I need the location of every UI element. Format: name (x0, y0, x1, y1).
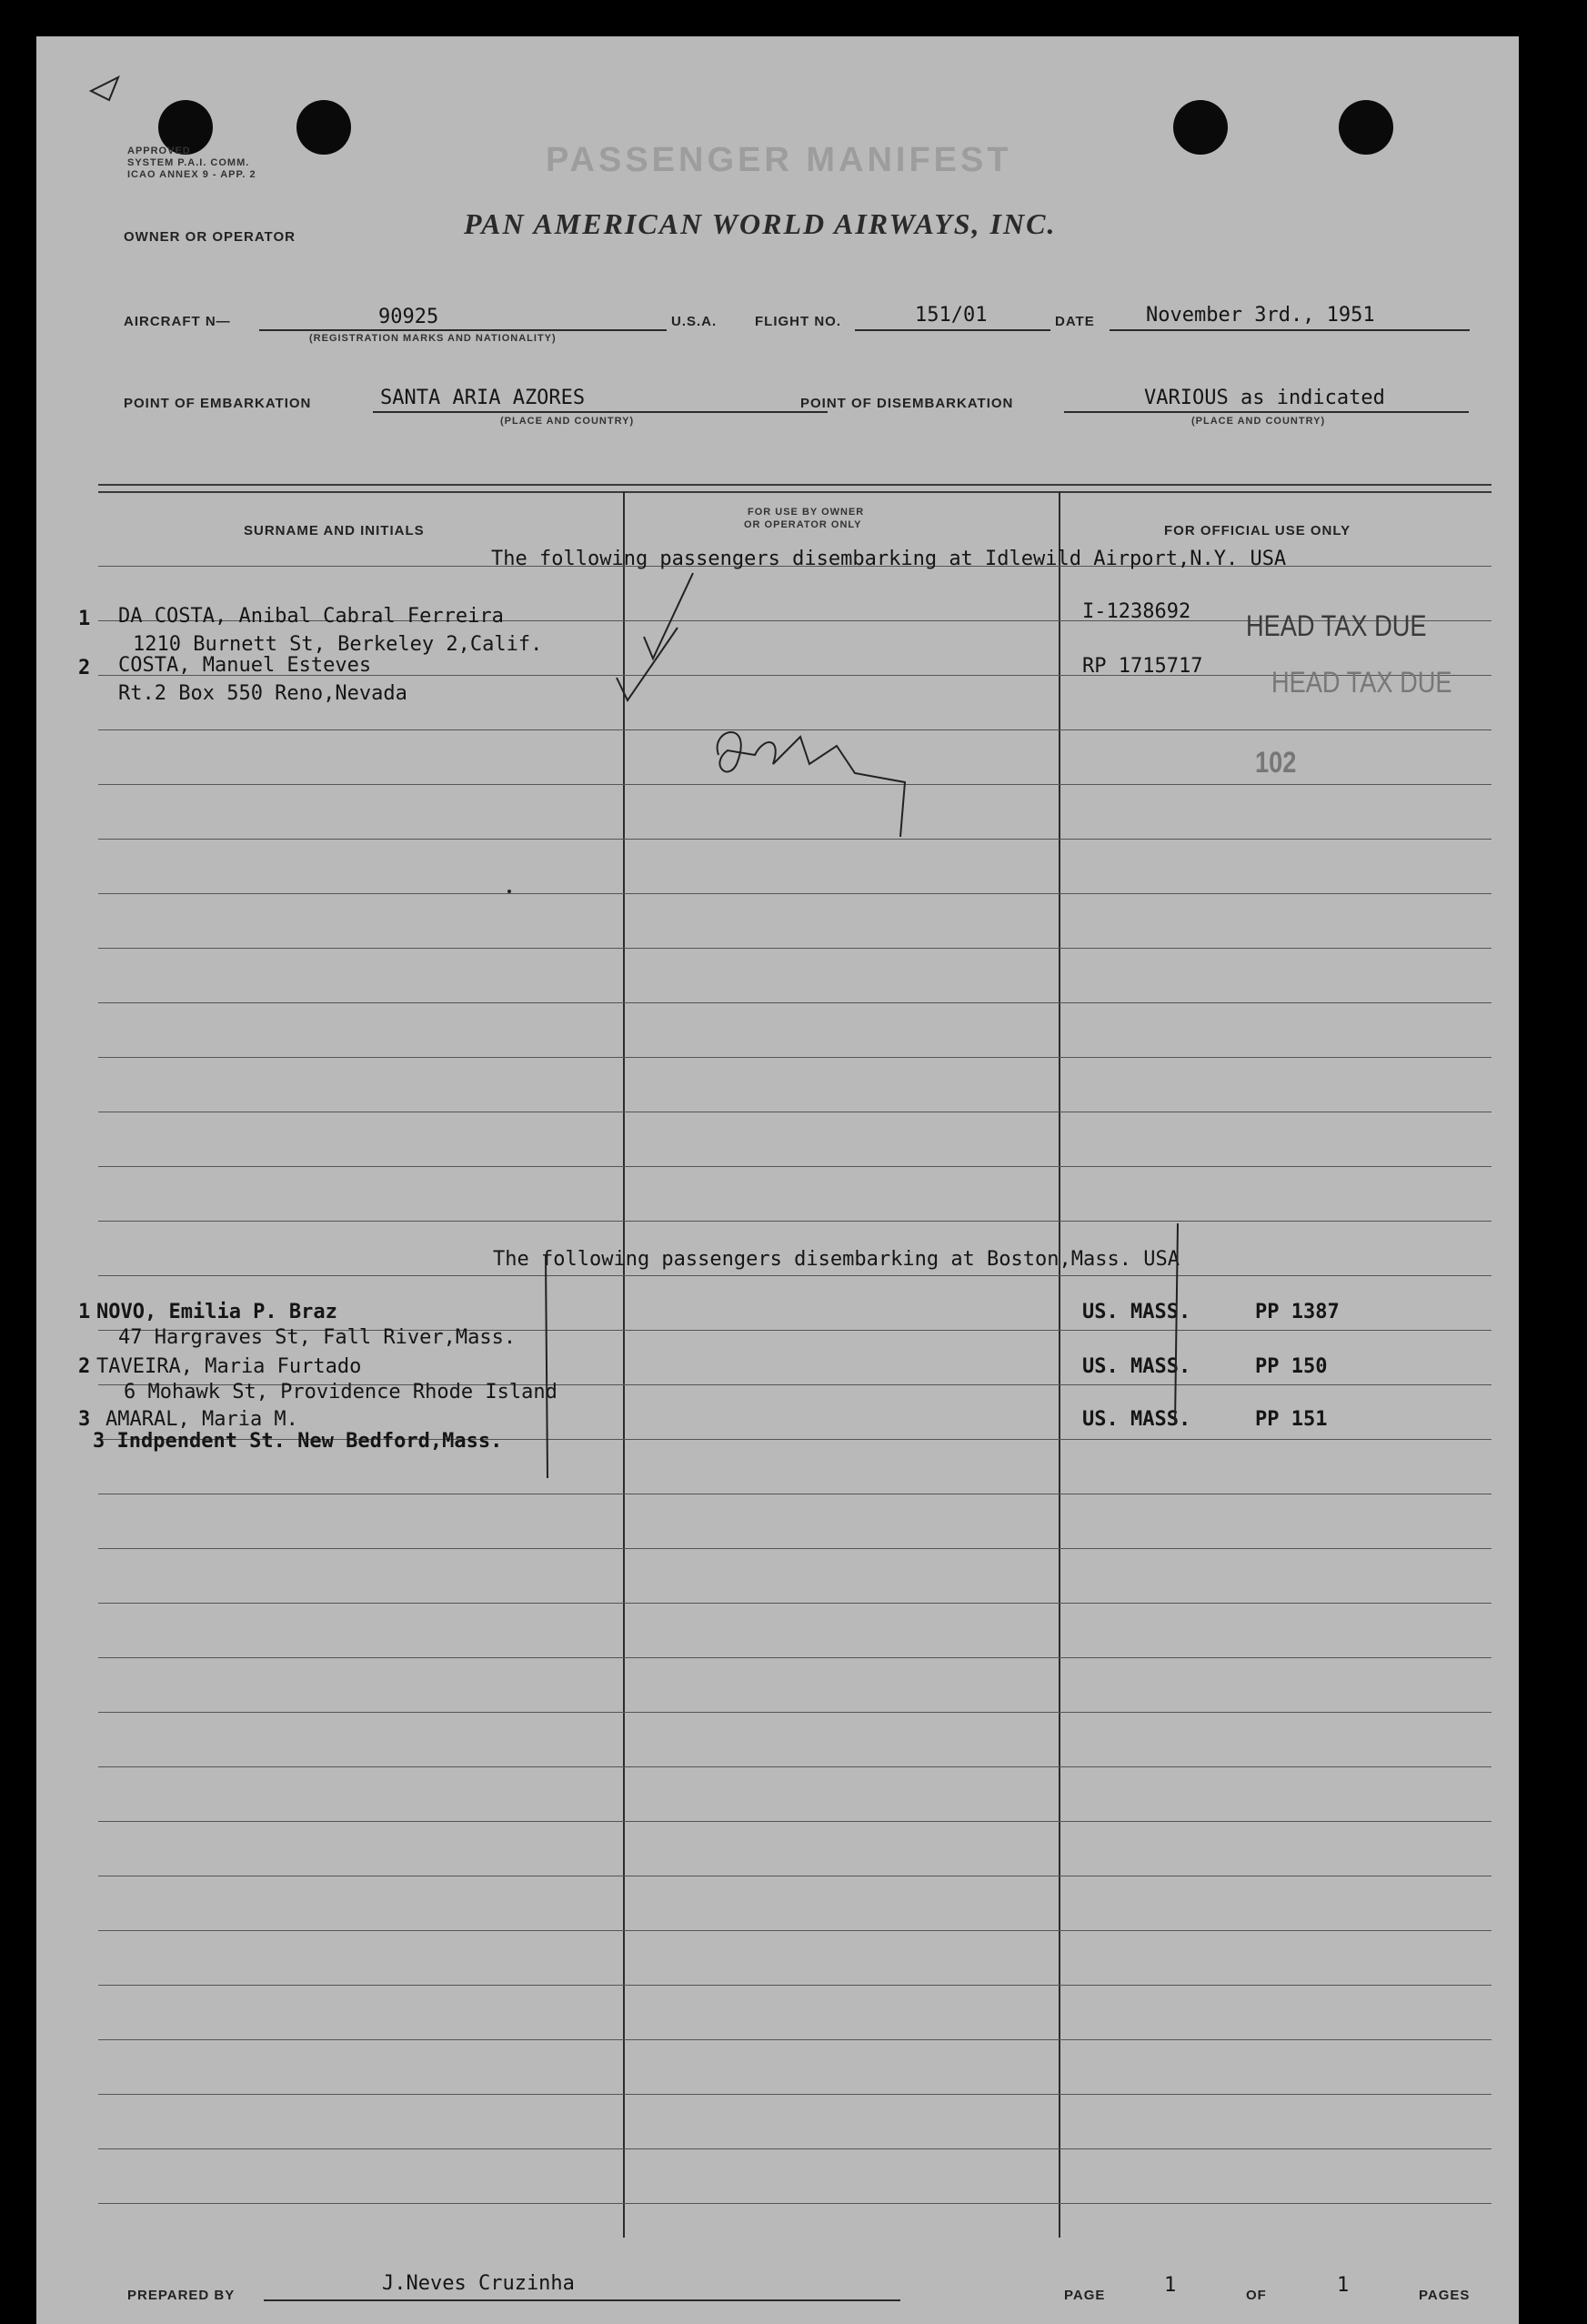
passenger-2-name: COSTA, Manuel Esteves (118, 654, 372, 677)
passenger-2-official: RP 1715717 (1082, 655, 1203, 678)
page-title: PASSENGER MANIFEST (546, 141, 1012, 179)
owner-value: PAN AMERICAN WORLD AIRWAYS, INC. (464, 207, 1057, 240)
page-value: 1 (1164, 2274, 1177, 2297)
dot-mark (507, 890, 511, 893)
passenger-1-official: I-1238692 (1082, 600, 1191, 623)
pen-stroke-2 (1175, 1223, 1178, 1424)
section2-heading: The following passengers disembarking at Boston,Mass. USA (493, 1248, 1180, 1271)
passenger-b1-name: NOVO, Emilia P. Braz (96, 1301, 337, 1323)
disembark-value: VARIOUS as indicated (1144, 387, 1385, 409)
passenger-b3-official-b: PP 151 (1255, 1408, 1328, 1431)
aircraft-caption: (REGISTRATION MARKS AND NATIONALITY) (309, 333, 557, 344)
approval-line-2: SYSTEM P.A.I. COMM. (127, 157, 250, 168)
embark-caption: (PLACE AND COUNTRY) (500, 416, 635, 427)
embark-label: POINT OF EMBARKATION (124, 396, 312, 411)
passenger-2-num: 2 (78, 657, 91, 679)
checkmark-2 (617, 628, 678, 700)
approval-line-1: APPROVED (127, 146, 191, 156)
passenger-b1-address: 47 Hargraves St, Fall River,Mass. (118, 1326, 517, 1349)
embark-value: SANTA ARIA AZORES (380, 387, 586, 409)
passenger-b2-num: 2 (78, 1355, 91, 1378)
passenger-b1-official-b: PP 1387 (1255, 1301, 1340, 1323)
aircraft-value: 90925 (378, 306, 439, 328)
head-tax-stamp-1: HEAD TAX DUE (1246, 609, 1427, 642)
of-value: 1 (1337, 2274, 1350, 2297)
passenger-b3-official-a: US. MASS. (1082, 1408, 1191, 1431)
prepared-underline (264, 2299, 900, 2301)
head-tax-stamp-2: HEAD TAX DUE (1271, 666, 1452, 699)
passenger-b3-address: 3 Indpendent St. New Bedford,Mass. (93, 1430, 503, 1453)
of-label: OF (1246, 2288, 1267, 2303)
col-header-owner-use-1: FOR USE BY OWNER (748, 507, 865, 518)
passenger-b1-official-a: US. MASS. (1082, 1301, 1191, 1323)
col-header-surname: SURNAME AND INITIALS (244, 523, 425, 538)
owner-label: OWNER OR OPERATOR (124, 229, 296, 245)
manifest-page (36, 36, 1519, 2324)
date-label: DATE (1055, 314, 1095, 329)
signature-scribble (718, 732, 905, 837)
passenger-b3-name: AMARAL, Maria M. (105, 1408, 298, 1431)
date-value: November 3rd., 1951 (1146, 304, 1375, 327)
page-label: PAGE (1064, 2288, 1106, 2303)
scribble-mark (91, 77, 118, 100)
passenger-2-address: Rt.2 Box 550 Reno,Nevada (118, 682, 407, 705)
approval-line-3: ICAO ANNEX 9 - APP. 2 (127, 169, 256, 180)
nationality: U.S.A. (671, 314, 718, 329)
stamp-number: 102 (1255, 746, 1297, 779)
pen-stroke-1 (546, 1255, 547, 1478)
passenger-b2-address: 6 Mohawk St, Providence Rhode Island (124, 1381, 557, 1403)
passenger-b2-name: TAVEIRA, Maria Furtado (96, 1355, 362, 1378)
disembark-label: POINT OF DISEMBARKATION (800, 396, 1014, 411)
flight-value: 151/01 (915, 304, 988, 327)
passenger-b3-num: 3 (78, 1408, 91, 1431)
passenger-1-num: 1 (78, 608, 91, 630)
disembark-caption: (PLACE AND COUNTRY) (1191, 416, 1326, 427)
pages-label: PAGES (1419, 2288, 1471, 2303)
handwritten-marks (36, 36, 1519, 2324)
passenger-1-name: DA COSTA, Anibal Cabral Ferreira (118, 605, 504, 628)
section1-heading: The following passengers disembarking at Idlewild Airport,N.Y. USA (491, 548, 1287, 570)
passenger-1-address: 1210 Burnett St, Berkeley 2,Calif. (133, 633, 543, 656)
passenger-b2-official-b: PP 150 (1255, 1355, 1328, 1378)
passenger-b1-num: 1 (78, 1301, 91, 1323)
prepared-label: PREPARED BY (127, 2288, 236, 2303)
checkmark-1 (644, 573, 693, 659)
col-header-official-use: FOR OFFICIAL USE ONLY (1164, 523, 1351, 538)
aircraft-label: AIRCRAFT N— (124, 314, 231, 329)
prepared-value: J.Neves Cruzinha (382, 2272, 575, 2295)
passenger-b2-official-a: US. MASS. (1082, 1355, 1191, 1378)
col-header-owner-use-2: OR OPERATOR ONLY (744, 519, 862, 530)
flight-label: FLIGHT NO. (755, 314, 841, 329)
